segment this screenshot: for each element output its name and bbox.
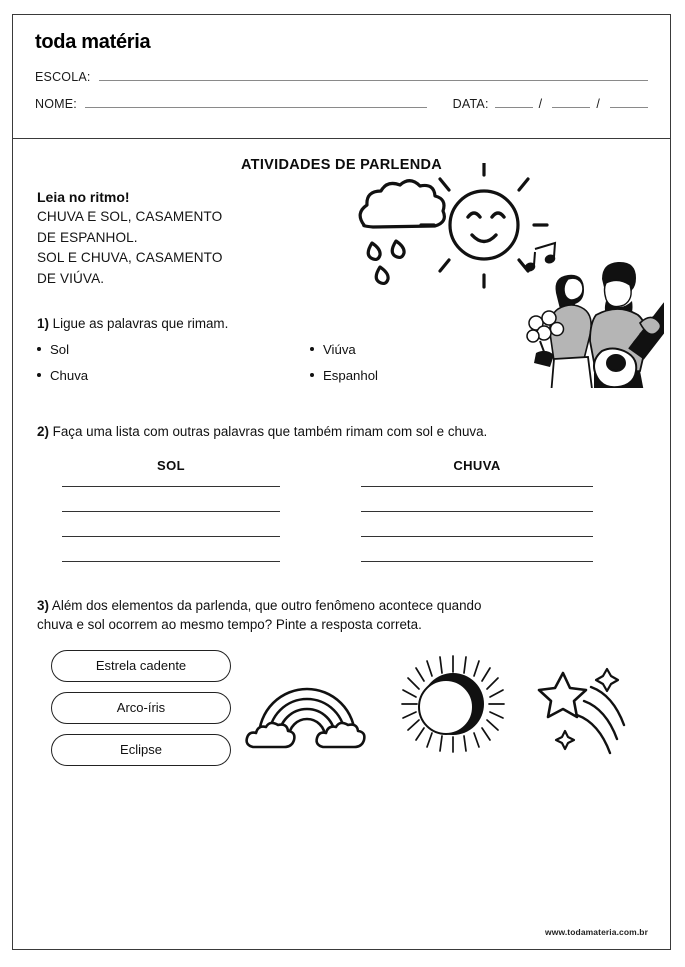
school-input-line[interactable] <box>99 79 648 81</box>
worksheet-page <box>12 14 671 950</box>
option-arco-iris[interactable]: Arco-íris <box>51 692 231 724</box>
date-year-input-line[interactable] <box>610 106 648 108</box>
exercise-1-number: 1) <box>37 315 49 331</box>
exercise-1-text: Ligue as palavras que rimam. <box>52 315 229 331</box>
poem-line-4: DE VIÚVA. <box>37 270 105 286</box>
music-notes-icon <box>524 243 555 272</box>
date-separator-2: / <box>596 97 600 111</box>
exercise-3-number: 3) <box>37 597 49 613</box>
word-viuva: Viúva <box>323 342 356 358</box>
date-month-input-line[interactable] <box>552 106 590 108</box>
exercise-3-prompt <box>37 596 646 635</box>
bullet-dot-icon <box>37 347 41 351</box>
school-label: ESCOLA: <box>35 70 91 84</box>
answer-column-sol <box>37 486 305 586</box>
exercise-3 <box>37 596 646 777</box>
answer-line[interactable] <box>361 511 593 512</box>
footer-url: www.todamateria.com.br <box>545 927 648 937</box>
column-header-sol: SOL <box>157 457 185 473</box>
word-sol: Sol <box>50 342 70 358</box>
list-item[interactable] <box>310 368 565 383</box>
name-label: NOME: <box>35 97 77 111</box>
list-item[interactable] <box>37 368 292 383</box>
name-input-line[interactable] <box>85 106 427 108</box>
option-eclipse[interactable]: Eclipse <box>51 734 231 766</box>
date-day-input-line[interactable] <box>495 106 533 108</box>
school-field-row <box>35 70 648 84</box>
exercise-1-right-column <box>292 342 565 394</box>
eclipse-icon <box>398 652 508 757</box>
answer-line[interactable] <box>62 536 280 537</box>
word-chuva: Chuva <box>50 368 89 384</box>
shooting-star-icon <box>537 655 632 755</box>
exercise-1-columns <box>37 342 646 394</box>
exercise-2 <box>37 422 646 585</box>
exercise-1-left-column <box>37 342 292 394</box>
poem-line-1: CHUVA E SOL, CASAMENTO <box>37 209 223 224</box>
column-header-chuva: CHUVA <box>453 457 501 473</box>
answer-line[interactable] <box>62 511 280 512</box>
answer-line[interactable] <box>62 486 280 487</box>
exercise-2-column-headers <box>37 458 646 473</box>
poem-lead: Leia no ritmo! <box>37 189 130 205</box>
bullet-dot-icon <box>310 373 314 377</box>
site-logo: toda matéria <box>35 31 151 53</box>
worksheet-header <box>13 15 670 139</box>
bullet-dot-icon <box>37 373 41 377</box>
exercise-1 <box>37 314 646 394</box>
exercise-2-text: Faça uma lista com outras palavras que também rimam com sol e chuva. <box>52 424 488 440</box>
answer-line[interactable] <box>361 486 593 487</box>
bullet-dot-icon <box>310 347 314 351</box>
exercise-2-number: 2) <box>37 424 49 440</box>
rainbow-icon <box>245 655 370 755</box>
answer-line[interactable] <box>361 536 593 537</box>
rain-cloud-icon <box>360 181 444 284</box>
exercise-3-text-line-2: chuva e sol ocorrem ao mesmo tempo? Pinte a resposta correta. <box>37 616 422 632</box>
poem-line-2: DE ESPANHOL. <box>37 229 138 245</box>
date-separator-1: / <box>538 97 543 111</box>
answer-line[interactable] <box>62 561 280 562</box>
name-date-field-row <box>35 97 648 111</box>
page-title: ATIVIDADES DE PARLENDA <box>240 157 443 173</box>
date-label: DATA: <box>452 97 489 111</box>
exercise-2-prompt <box>37 422 646 441</box>
answer-column-chuva <box>343 486 611 586</box>
poem-line-3: SOL E CHUVA, CASAMENTO <box>37 250 223 266</box>
poem-block <box>37 189 327 290</box>
exercise-3-text-line-1: Além dos elementos da parlenda, que outro fenômeno acontece quando <box>51 597 482 613</box>
list-item[interactable] <box>310 342 565 357</box>
word-espanhol: Espanhol <box>323 368 378 384</box>
list-item[interactable] <box>37 342 292 357</box>
date-field-group <box>453 97 648 111</box>
exercise-1-prompt <box>37 314 646 333</box>
worksheet-content <box>13 139 670 776</box>
option-estrela-cadente[interactable]: Estrela cadente <box>51 650 231 682</box>
exercise-3-answer-area <box>37 650 646 776</box>
smiling-sun-icon <box>421 163 547 287</box>
exercise-3-options <box>37 650 231 776</box>
answer-line[interactable] <box>361 561 593 562</box>
exercise-2-answer-lines <box>37 486 646 586</box>
exercise-3-illustrations <box>231 650 646 757</box>
